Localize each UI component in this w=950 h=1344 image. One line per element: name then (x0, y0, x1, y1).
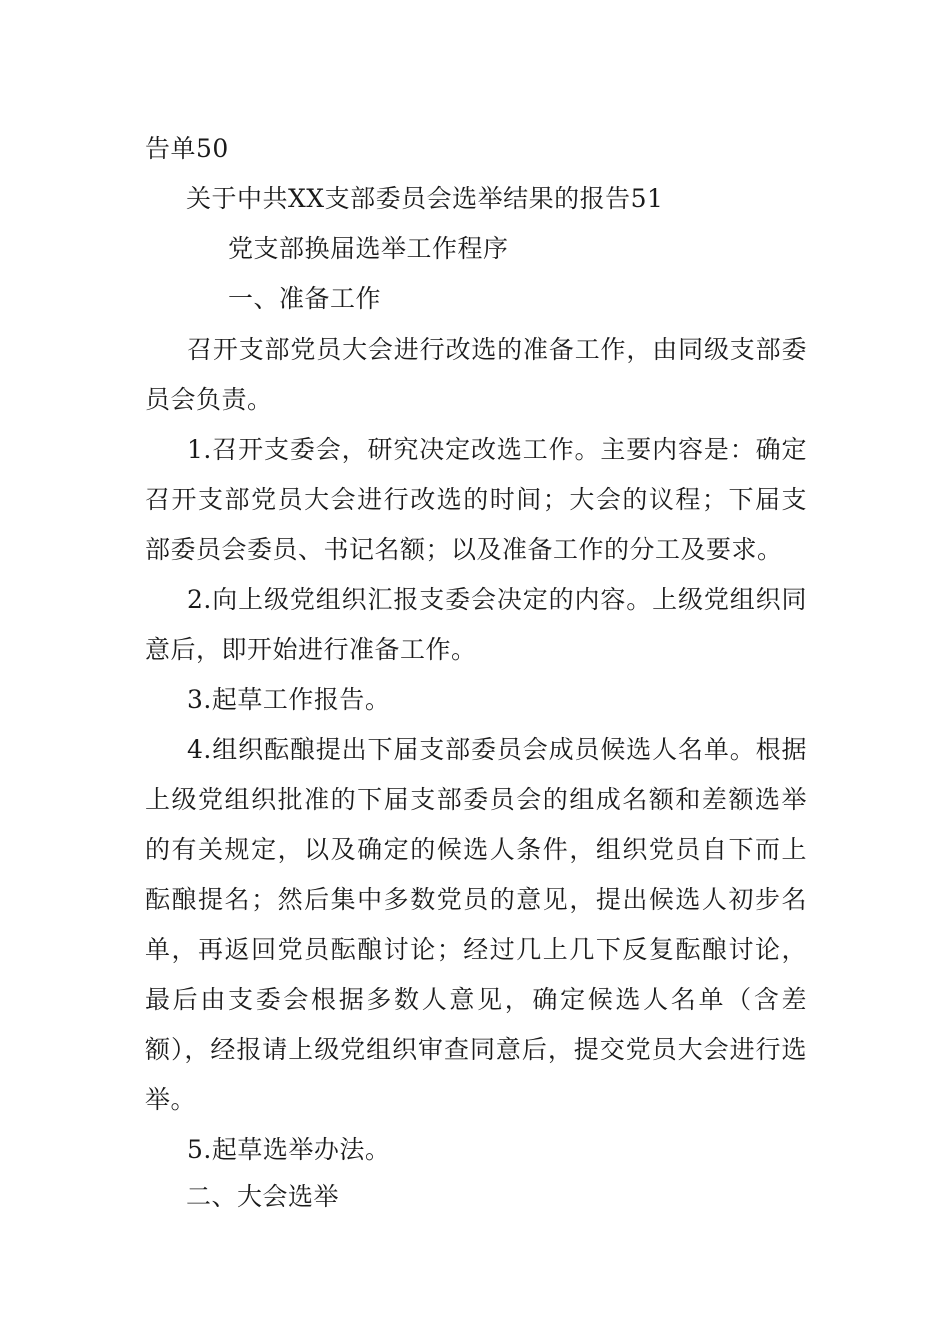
list-item-5: 5.起草选举办法。 (187, 1135, 391, 1164)
toc-entry: 告单50 (145, 134, 229, 163)
toc-entry: 关于中共XX支部委员会选举结果的报告51 (186, 184, 664, 213)
intro-paragraph: 召开支部党员大会进行改选的准备工作，由同级支部委员会负责。 (145, 335, 807, 414)
heading-election: 二、大会选举 (186, 1182, 340, 1211)
list-item-3: 3.起草工作报告。 (187, 685, 391, 714)
heading-preparation: 一、准备工作 (228, 284, 382, 313)
section-title: 党支部换届选举工作程序 (228, 234, 509, 263)
list-item-2: 2.向上级党组织汇报支委会决定的内容。上级党组织同意后，即开始进行准备工作。 (145, 585, 807, 664)
list-item-4: 4.组织酝酿提出下届支部委员会成员候选人名单。根据上级党组织批准的下届支部委员会的组成名额和差额选举的有关规定，以及确定的候选人条件，组织党员自下而上酝酿提名；然后集中多数党员的意见，提出候选人初步名单，再返回党员酝酿讨论；经过几上几下反复酝酿讨论，最后由支委会根据多数人意见，确定候选人名单（含差额），经报请上级党组织审查同意后，提交党员大会进行选举。 (145, 735, 807, 1114)
list-item-1: 1.召开支委会，研究决定改选工作。主要内容是：确定召开支部党员大会进行改选的时间；大会的议程；下届支部委员会委员、书记名额；以及准备工作的分工及要求。 (145, 435, 807, 564)
